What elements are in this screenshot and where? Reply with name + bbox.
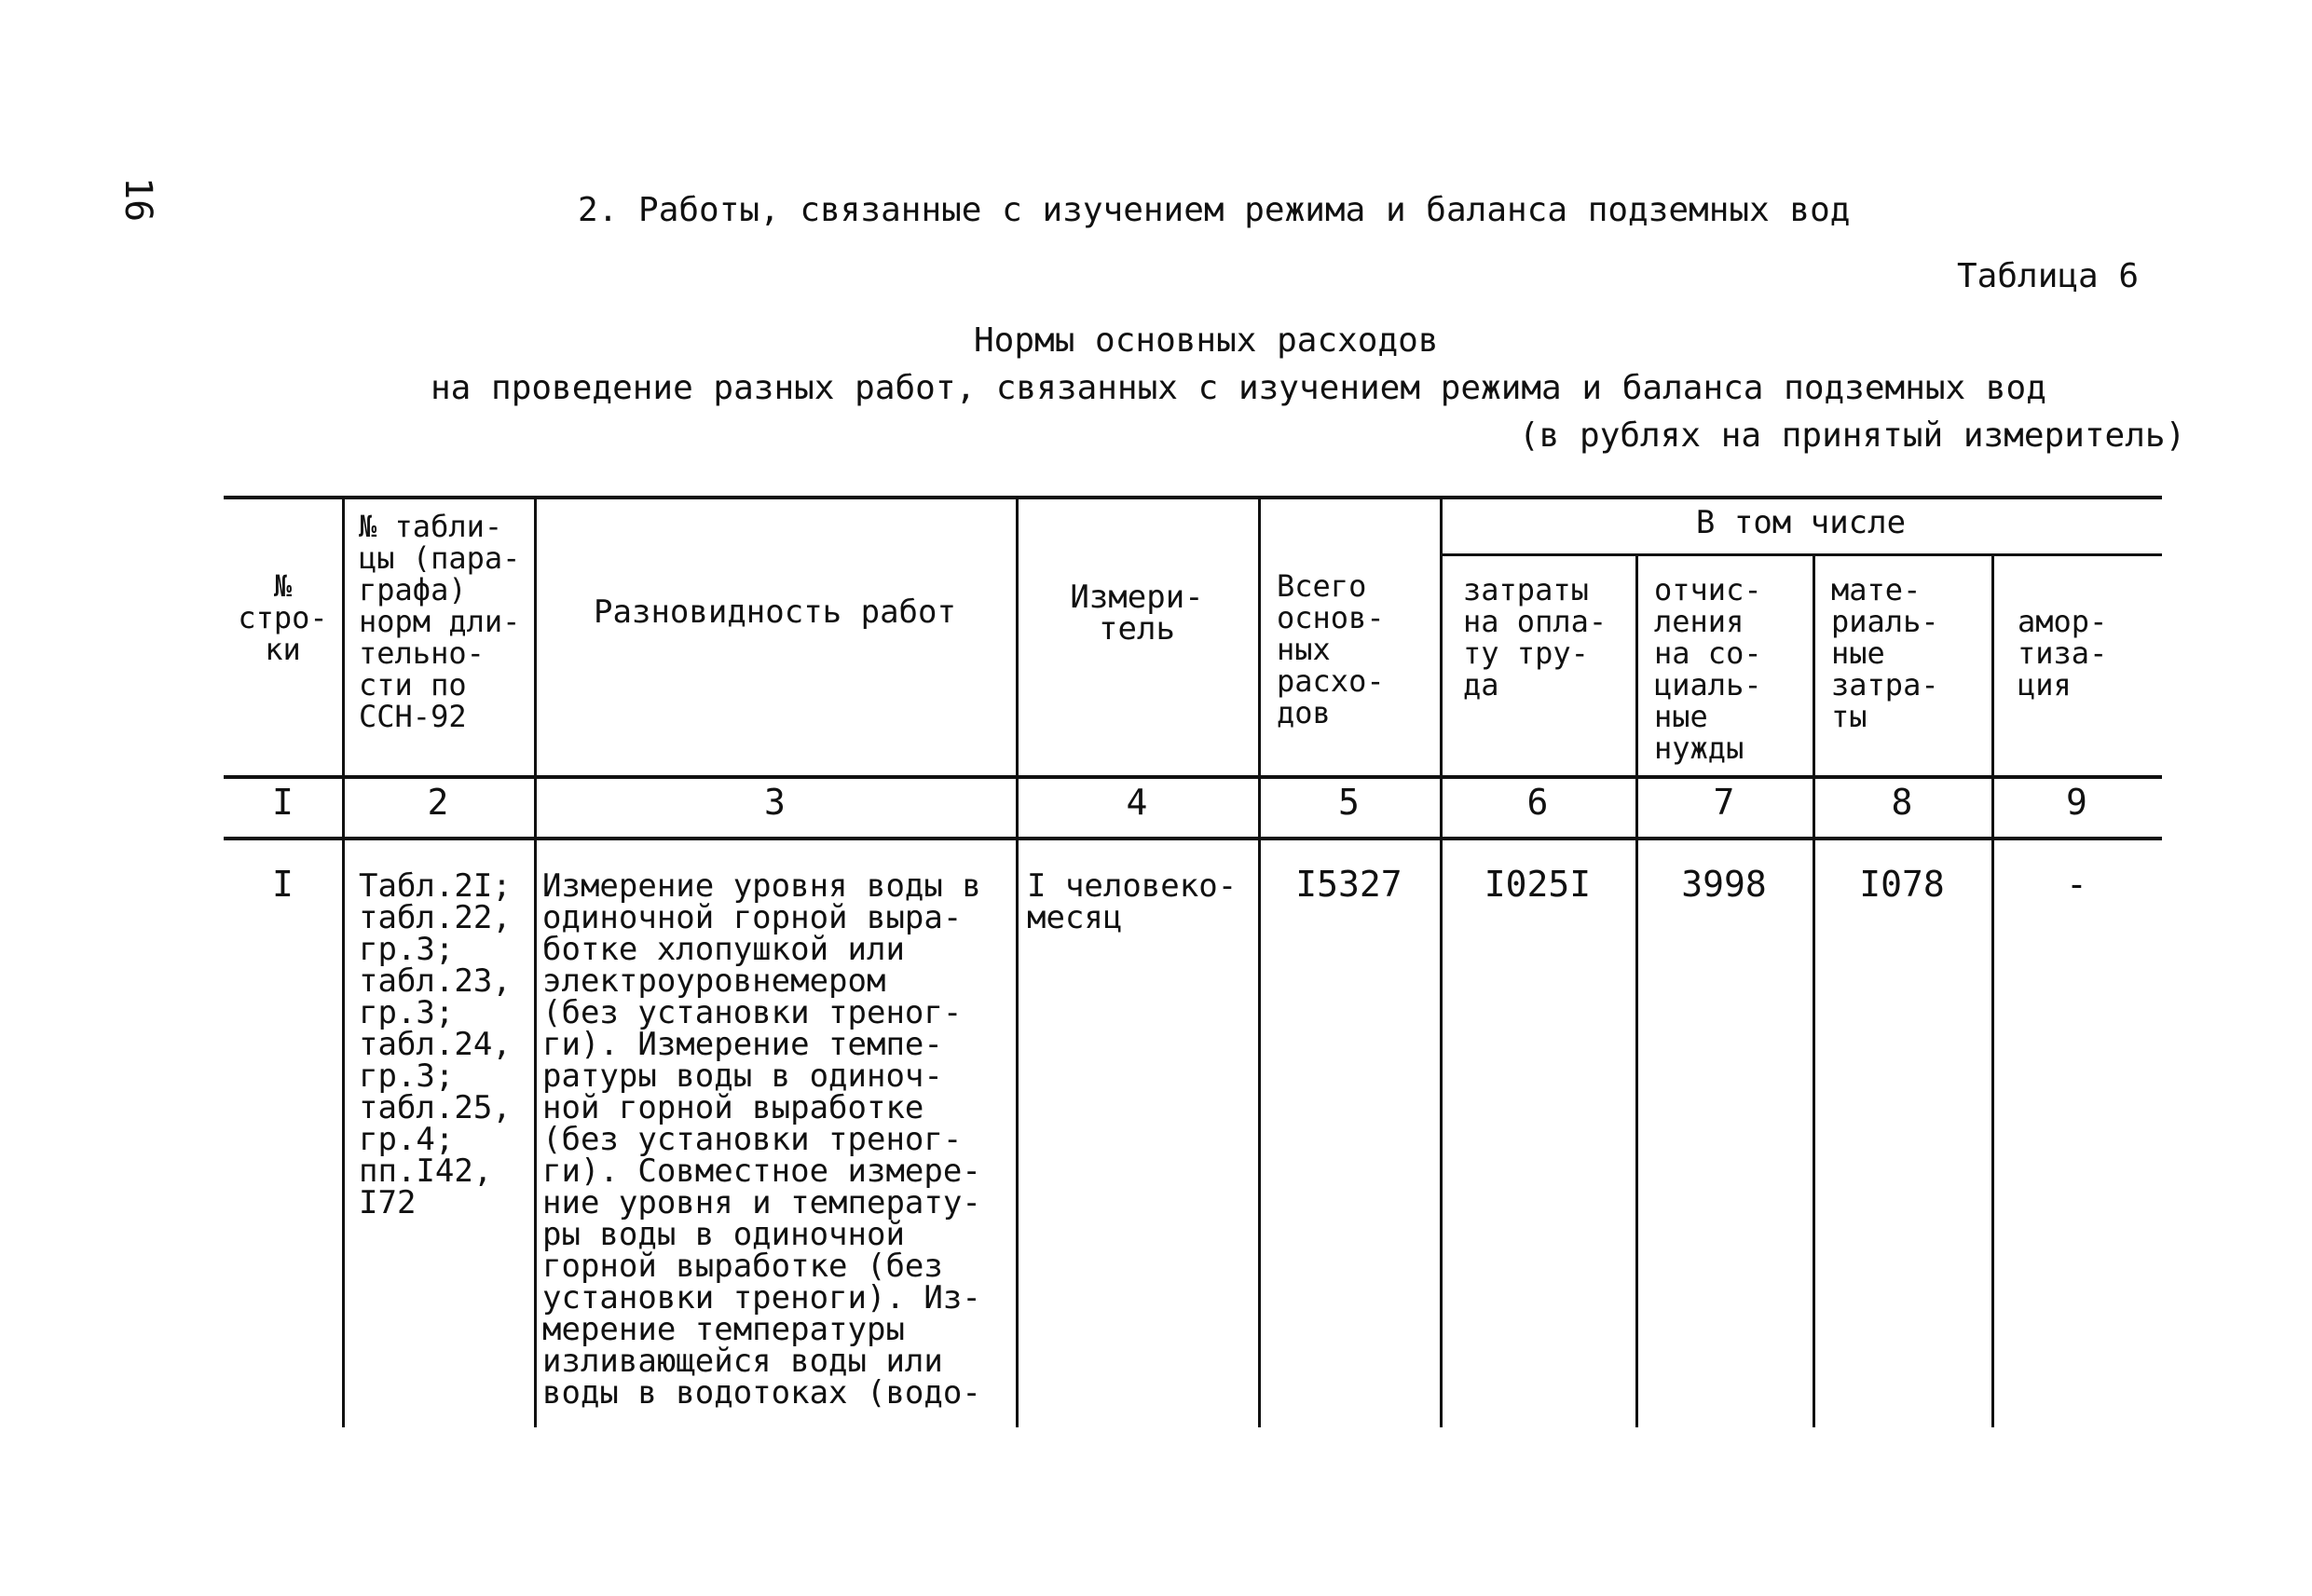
header-social: отчис- ления на со- циаль- ные нужды: [1654, 572, 1762, 766]
section-title: 2. Работы, связанные с изучением режима и баланса подземных вод: [578, 191, 1851, 229]
header-unit: Измери- тель: [1070, 579, 1204, 648]
col-divider: [1635, 553, 1638, 1427]
col-divider: [1258, 496, 1261, 1427]
row-labor: I025I: [1484, 864, 1592, 905]
col-divider: [534, 496, 537, 1427]
col-divider: [1440, 496, 1443, 1427]
col-divider: [1991, 553, 1994, 1427]
group-header-rule: [1440, 553, 2162, 556]
page-number: 16: [116, 177, 159, 223]
column-number: 6: [1526, 782, 1549, 823]
column-number: 8: [1891, 782, 1913, 823]
column-number: 9: [2066, 782, 2087, 823]
row-number: I: [272, 864, 294, 905]
header-materials: мате- риаль- ные затра- ты: [1831, 572, 1939, 734]
column-number: I: [272, 782, 294, 823]
row-materials: I078: [1859, 864, 1945, 905]
col-divider: [342, 496, 345, 1427]
table-caption-units: (в рублях на принятый измеритель): [1519, 416, 2186, 455]
group-header: В том числе: [1695, 504, 1907, 541]
col-divider: [1813, 553, 1815, 1427]
row-amortization: -: [2066, 864, 2087, 905]
column-number: 5: [1338, 782, 1360, 823]
table-caption-line-2: на проведение разных работ, связанных с изучением режима и баланса подземных вод: [431, 369, 2046, 407]
column-number: 3: [764, 782, 786, 823]
header-row-number: № стро- ки: [238, 568, 328, 667]
column-numbers-rule: [224, 837, 2162, 840]
norms-table: [224, 496, 2162, 1427]
column-number: 4: [1126, 782, 1148, 823]
header-work-type: Разновидность работ: [594, 593, 956, 631]
header-bottom-rule: [224, 775, 2162, 779]
table-caption-line-1: Нормы основных расходов: [974, 321, 1439, 360]
table-top-rule: [224, 496, 2162, 499]
header-amortization: амор- тиза- ция: [2018, 604, 2108, 703]
header-labor: затраты на опла- ту тру- да: [1463, 572, 1607, 703]
row-total: I5327: [1295, 864, 1402, 905]
header-ssn-table: № табли- цы (пара- графа) норм дли- тельно- сти по ССН-92: [359, 509, 521, 734]
table-label: Таблица 6: [1957, 257, 2140, 295]
row-unit: I человеко- месяц: [1027, 867, 1238, 936]
column-number: 2: [427, 782, 449, 823]
column-number: 7: [1713, 782, 1735, 823]
row-work-description: Измерение уровня воды в одиночной горной выра- ботке хлопушкой или электроуровнемером (без установки треног- ги). Измерение темпе- ратуры воды в одиноч- ной горной выработке (без установки треног- ги). Совместное измере- ние уровня и температу- ры воды в одиночной горной выработке (без установки треноги). Из- мерение температуры изливающейся воды или воды в водотоках (водо-: [542, 867, 981, 1412]
row-social: 3998: [1681, 864, 1767, 905]
row-ssn-tables: Табл.2I; табл.22, гр.3; табл.23, гр.3; табл.24, гр.3; табл.25, гр.4; пп.I42, I72: [359, 867, 512, 1221]
header-total: Всего основ- ных расхо- дов: [1277, 568, 1385, 730]
